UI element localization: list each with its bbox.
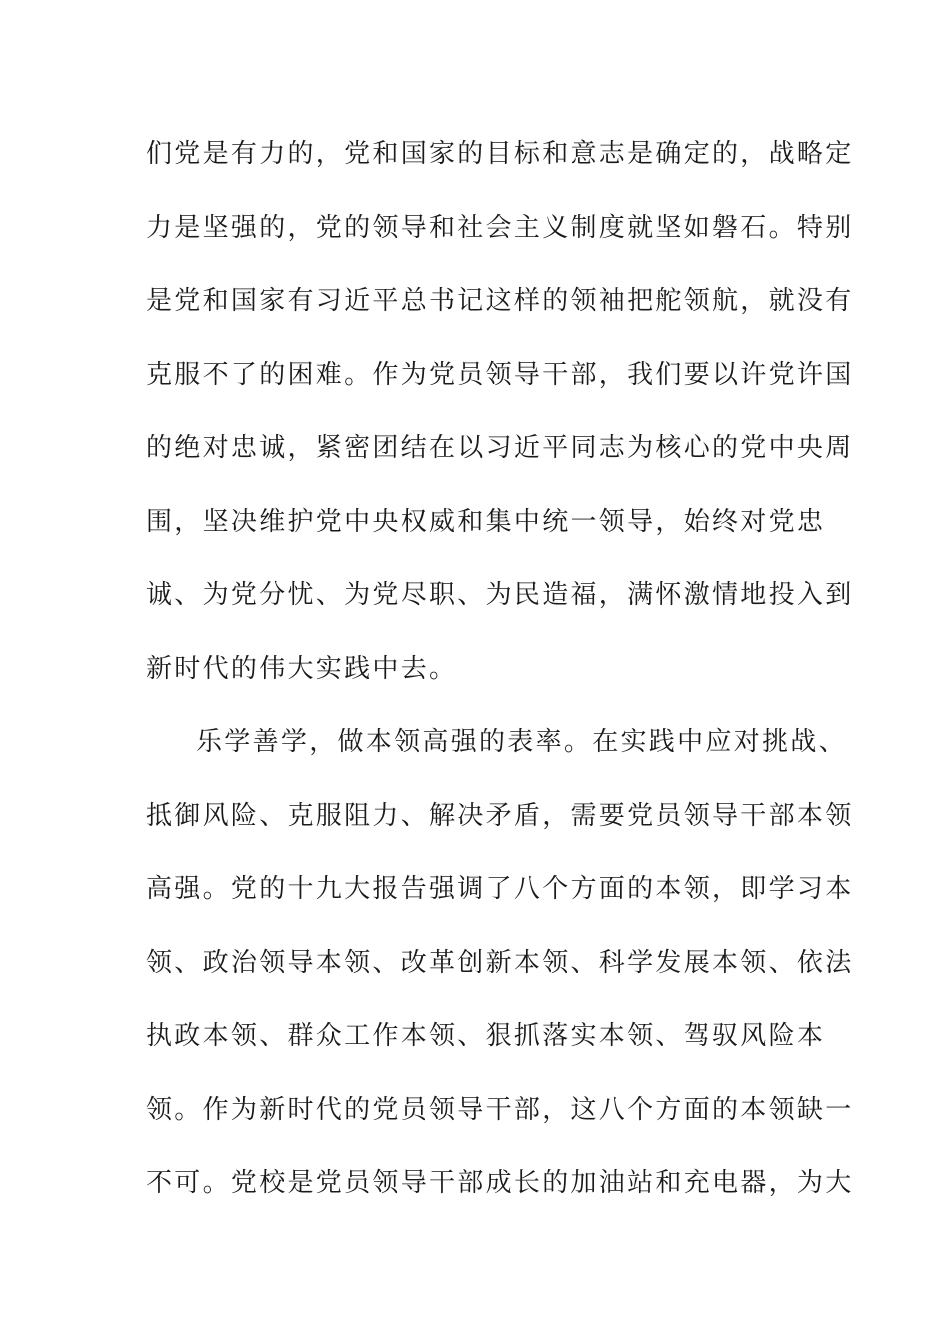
text-line: 力是坚强的，党的领导和社会主义制度就坚如磐石。特别: [146, 212, 854, 243]
text-line: 围，坚决维护党中央权威和集中统一领导，始终对党忠: [146, 506, 826, 537]
text-line: 领。作为新时代的党员领导干部，这八个方面的本领缺一: [146, 1094, 854, 1125]
body-text: [146, 130, 854, 1233]
text-line: 是党和国家有习近平总书记这样的领袖把舵领航，就没有: [146, 286, 854, 316]
text-line: 领、政治领导本领、改革创新本领、科学发展本领、依法: [146, 947, 854, 978]
text-line: 抵御风险、克服阻力、解决矛盾，需要党员领导干部本领: [146, 800, 854, 831]
paragraph-start-line: 乐学善学，做本领高强的表率。在实践中应对挑战、: [196, 727, 847, 757]
text-line: 的绝对忠诚，紧密团结在以习近平同志为核心的党中央周: [146, 433, 854, 463]
text-line: 诚、为党分忧、为党尽职、为民造福，满怀激情地投入到: [146, 580, 854, 610]
text-line: 克服不了的困难。作为党员领导干部，我们要以许党许国: [146, 359, 854, 390]
text-line: 们党是有力的，党和国家的目标和意志是确定的，战略定: [146, 139, 854, 169]
text-line: 新时代的伟大实践中去。: [146, 653, 458, 684]
text-line: 执政本领、群众工作本领、狠抓落实本领、驾驭风险本: [146, 1021, 826, 1051]
text-line: 不可。党校是党员领导干部成长的加油站和充电器，为大: [146, 1168, 854, 1198]
text-line: 高强。党的十九大报告强调了八个方面的本领，即学习本: [146, 874, 854, 904]
